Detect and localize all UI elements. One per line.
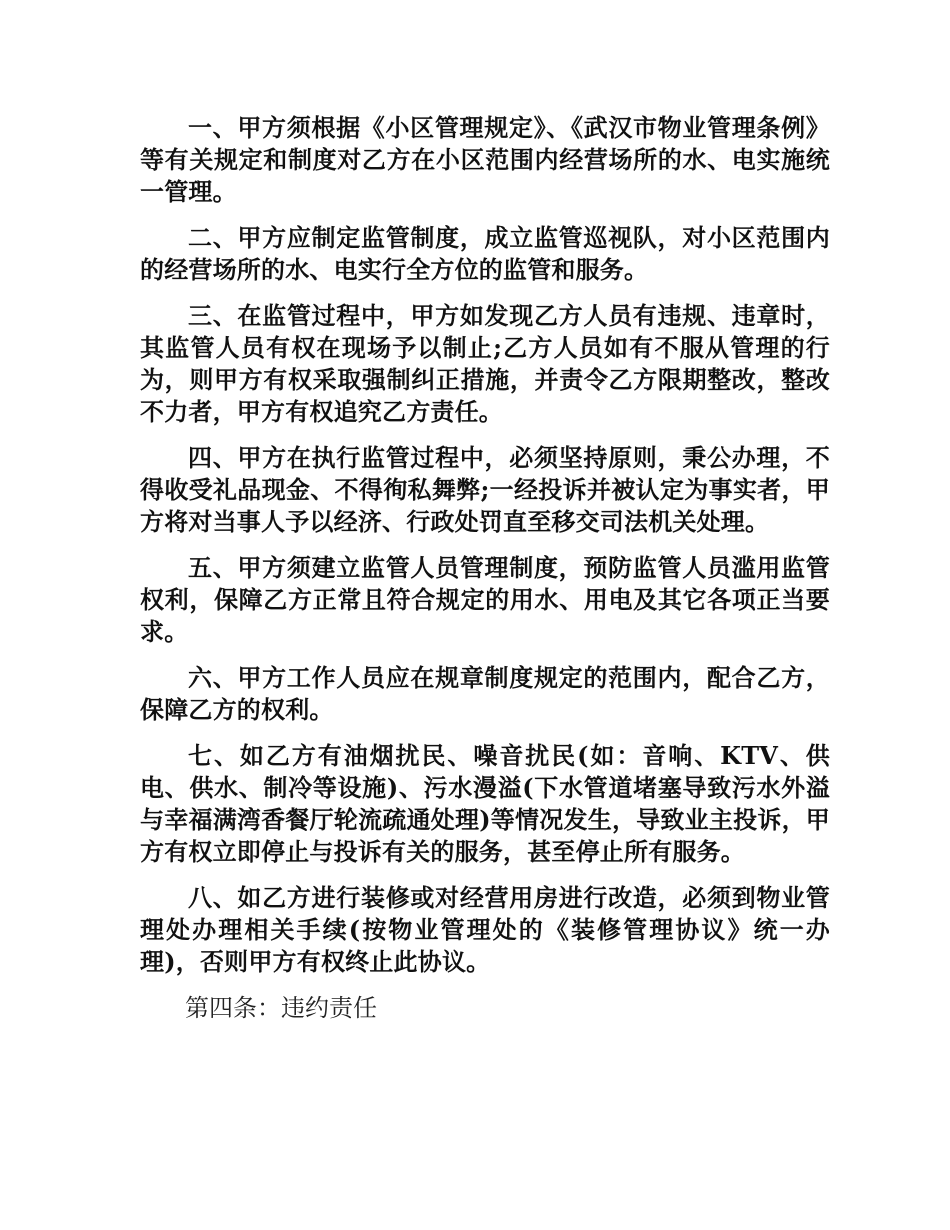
clause-5: 五、甲方须建立监管人员管理制度，预防监管人员滥用监管权利，保障乙方正常且符合规定的用水、用电及其它各项正当要求。 xyxy=(140,553,830,646)
clause-2: 二、甲方应制定监管制度，成立监管巡视队，对小区范围内的经营场所的水、电实行全方位的监管和服务。 xyxy=(140,223,830,284)
section-heading: 第四条：违约责任 xyxy=(185,994,377,1022)
clause-6: 六、甲方工作人员应在规章制度规定的范围内，配合乙方，保障乙方的权利。 xyxy=(140,663,830,724)
clause-8: 八、如乙方进行装修或对经营用房进行改造，必须到物业管理处办理相关手续(按物业管理处的《装修管理协议》统一办理)，否则甲方有权终止此协议。 xyxy=(140,883,830,976)
document-body xyxy=(140,112,830,1024)
clause-3: 三、在监管过程中，甲方如发现乙方人员有违规、违章时，其监管人员有权在现场予以制止;乙方人员如有不服从管理的行为，则甲方有权采取强制纠正措施，并责令乙方限期整改，整改不力者，甲方有权追究乙方责任。 xyxy=(140,301,830,426)
clause-4: 四、甲方在执行监管过程中，必须坚持原则，秉公办理，不得收受礼品现金、不得徇私舞弊;一经投诉并被认定为事实者，甲方将对当事人予以经济、行政处罚直至移交司法机关处理。 xyxy=(140,443,830,536)
clause-1: 一、甲方须根据《小区管理规定》、《武汉市物业管理条例》等有关规定和制度对乙方在小区范围内经营场所的水、电实施统一管理。 xyxy=(140,113,830,206)
clause-7: 七、如乙方有油烟扰民、噪音扰民(如：音响、KTV、供电、供水、制冷等设施)、污水漫溢(下水管道堵塞导致污水外溢与幸福满湾香餐厅轮流疏通处理)等情况发生，导致业主投诉，甲方有权立即停止与投诉有关的服务，甚至停止所有服务。 xyxy=(140,741,830,866)
